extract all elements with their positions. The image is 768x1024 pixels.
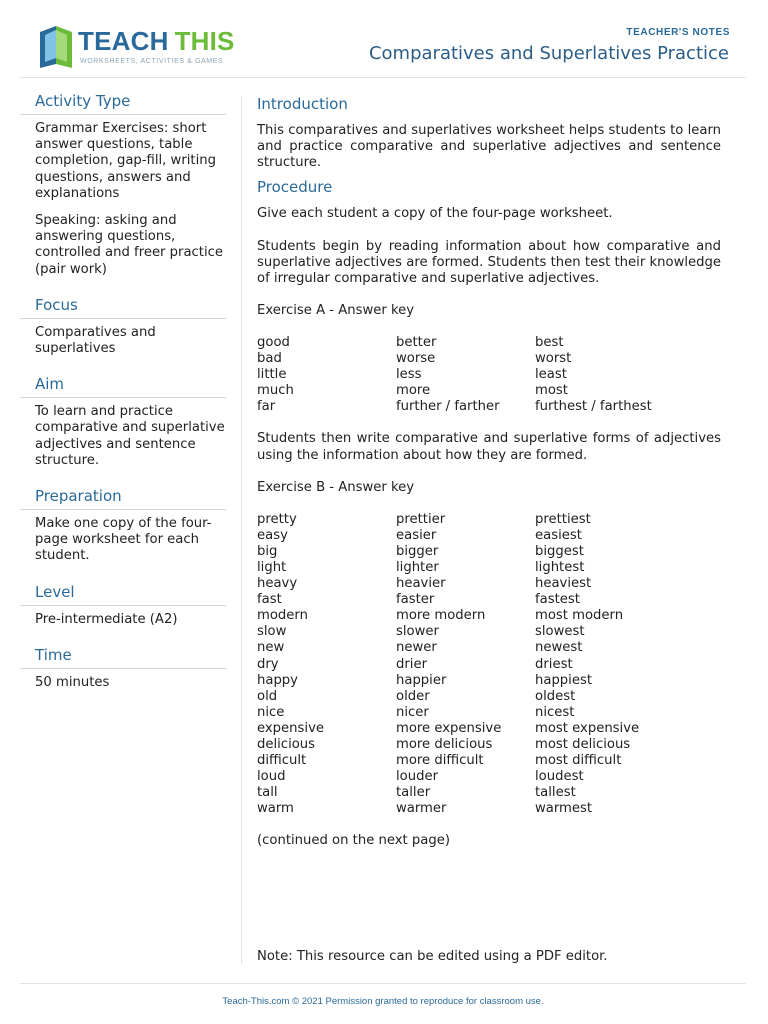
superlative-cell: driest	[535, 656, 573, 672]
answer-row	[257, 367, 721, 383]
superlative-cell: best	[535, 334, 564, 350]
superlative-cell: newest	[535, 640, 583, 656]
answer-row	[257, 544, 721, 560]
answer-row	[257, 560, 721, 576]
adjective-cell: tall	[257, 785, 278, 801]
preparation-heading: Preparation	[20, 487, 226, 510]
comparative-cell: more difficult	[396, 753, 484, 769]
exercise-a-label: Exercise A - Answer key	[257, 302, 415, 318]
procedure-step-1: Give each student a copy of the four-page worksheet.	[257, 206, 613, 222]
answer-row	[257, 383, 721, 399]
adjective-cell: light	[257, 559, 287, 575]
superlative-cell: most expensive	[535, 720, 640, 736]
logo-word-this: THIS	[174, 26, 235, 56]
answer-row	[257, 512, 721, 528]
adjective-cell: delicious	[257, 737, 316, 752]
superlative-cell: most difficult	[535, 753, 622, 769]
adjective-cell: fast	[257, 592, 282, 608]
page-footer	[20, 983, 746, 1007]
comparative-cell: warmer	[396, 801, 447, 817]
comparative-cell: more expensive	[396, 720, 502, 736]
answer-row	[257, 721, 721, 737]
column-divider	[241, 96, 242, 964]
superlative-cell: fastest	[535, 592, 580, 608]
aim-section	[20, 375, 226, 469]
logo-wordmark	[78, 26, 235, 57]
comparative-cell: worse	[396, 351, 436, 367]
teachers-notes-label: TEACHER'S NOTES	[626, 27, 730, 38]
answer-row	[257, 737, 721, 753]
answer-row	[257, 399, 721, 415]
adjective-cell: good	[257, 334, 290, 350]
comparative-cell: happier	[396, 672, 447, 688]
superlative-cell: most	[535, 383, 568, 399]
exercise-b-answer-table	[257, 512, 721, 818]
superlative-cell: easiest	[535, 527, 582, 543]
superlative-cell: warmest	[535, 801, 593, 817]
comparative-cell: bigger	[396, 543, 439, 559]
focus-section	[20, 296, 226, 357]
answer-row	[257, 624, 721, 640]
answer-row	[257, 705, 721, 721]
adjective-cell: dry	[257, 656, 279, 672]
adjective-cell: big	[257, 543, 278, 559]
answer-row	[257, 753, 721, 769]
comparative-cell: more	[396, 383, 431, 399]
preparation-section	[20, 487, 226, 565]
adjective-cell: expensive	[257, 720, 324, 736]
logo-word-teach: TEACH	[78, 26, 169, 56]
comparative-cell: further / farther	[396, 399, 500, 415]
adjective-cell: far	[257, 399, 276, 415]
adjective-cell: slow	[257, 624, 287, 640]
adjective-cell: happy	[257, 672, 298, 688]
level-section	[20, 583, 226, 628]
comparative-cell: better	[396, 334, 437, 350]
time-text: 50 minutes	[35, 674, 110, 690]
comparative-cell: slower	[396, 624, 439, 640]
procedure-step-2: Students begin by reading information about how comparative and superlative adjectives are formed. Students then test their knowledge of irregular comparative and superlative adjectives.	[257, 238, 721, 286]
superlative-cell: most modern	[535, 608, 624, 624]
teach-this-logo	[36, 22, 236, 74]
exercise-b-label: Exercise B - Answer key	[257, 479, 415, 495]
page-title: Comparatives and Superlatives Practice	[368, 43, 729, 64]
focus-heading: Focus	[20, 296, 226, 319]
adjective-cell: heavy	[257, 576, 298, 592]
superlative-cell: most delicious	[535, 737, 631, 752]
introduction-heading: Introduction	[257, 95, 348, 113]
focus-text: Comparatives and superlatives	[35, 324, 156, 357]
adjective-cell: old	[257, 688, 278, 704]
adjective-cell: warm	[257, 801, 294, 817]
superlative-cell: slowest	[535, 624, 585, 640]
answer-row	[257, 640, 721, 656]
pdf-editor-note: Note: This resource can be edited using a PDF editor.	[257, 949, 608, 964]
comparative-cell: more modern	[396, 608, 486, 624]
comparative-cell: drier	[396, 656, 427, 672]
activity-type-body	[20, 115, 226, 278]
page-header	[20, 18, 746, 78]
superlative-cell: oldest	[535, 688, 576, 704]
aim-heading: Aim	[20, 375, 226, 398]
comparative-cell: more delicious	[396, 737, 493, 752]
answer-row	[257, 608, 721, 624]
superlative-cell: heaviest	[535, 576, 592, 592]
answer-row	[257, 528, 721, 544]
level-text: Pre-intermediate (A2)	[35, 611, 178, 627]
continued-note: (continued on the next page)	[257, 833, 450, 849]
main-content	[257, 96, 721, 850]
superlative-cell: tallest	[535, 785, 576, 801]
adjective-cell: modern	[257, 608, 308, 624]
superlative-cell: furthest / farthest	[535, 399, 652, 415]
aim-text: To learn and practice comparative and superlative adjectives and sentence structure.	[35, 404, 225, 468]
activity-type-speaking: Speaking: asking and answering questions, controlled and freer practice (pair work)	[35, 213, 223, 277]
comparative-cell: louder	[396, 769, 438, 785]
activity-type-heading: Activity Type	[20, 92, 226, 115]
adjective-cell: new	[257, 640, 285, 656]
procedure-heading: Procedure	[257, 178, 333, 197]
superlative-cell: least	[535, 367, 567, 383]
level-heading: Level	[20, 583, 226, 606]
exercise-a-answer-table	[257, 335, 721, 415]
comparative-cell: less	[396, 367, 422, 383]
comparative-cell: older	[396, 688, 430, 704]
superlative-cell: nicest	[535, 704, 575, 720]
adjective-cell: loud	[257, 769, 286, 785]
comparative-cell: faster	[396, 592, 435, 608]
answer-row	[257, 576, 721, 592]
comparative-cell: nicer	[396, 704, 429, 720]
comparative-cell: taller	[396, 785, 431, 801]
answer-row	[257, 689, 721, 705]
answer-row	[257, 769, 721, 785]
adjective-cell: easy	[257, 527, 288, 543]
superlative-cell: biggest	[535, 543, 584, 559]
comparative-cell: heavier	[396, 576, 446, 592]
comparative-cell: prettier	[396, 511, 446, 527]
activity-type-section	[20, 92, 226, 278]
comparative-cell: newer	[396, 640, 437, 656]
answer-row	[257, 351, 721, 367]
comparative-cell: easier	[396, 527, 437, 543]
superlative-cell: loudest	[535, 769, 584, 785]
answer-row	[257, 801, 721, 817]
preparation-text: Make one copy of the four-page worksheet for each student.	[35, 516, 212, 564]
adjective-cell: little	[257, 367, 287, 383]
adjective-cell: bad	[257, 351, 282, 367]
answer-row	[257, 785, 721, 801]
adjective-cell: pretty	[257, 511, 297, 527]
answer-row	[257, 592, 721, 608]
book-logo-icon	[36, 24, 76, 68]
adjective-cell: much	[257, 383, 294, 399]
adjective-cell: difficult	[257, 753, 307, 769]
activity-type-grammar: Grammar Exercises: short answer questions, table completion, gap-fill, writing questions, answers and explanations	[35, 121, 216, 201]
procedure-step-3: Students then write comparative and superlative forms of adjectives using the information about how they are formed.	[257, 431, 721, 463]
logo-tagline: WORKSHEETS, ACTIVITIES & GAMES	[80, 58, 224, 65]
answer-row	[257, 673, 721, 689]
sidebar	[20, 92, 226, 709]
answer-row	[257, 657, 721, 673]
superlative-cell: worst	[535, 351, 572, 367]
adjective-cell: nice	[257, 704, 285, 720]
superlative-cell: happiest	[535, 672, 592, 688]
copyright-text: Teach-This.com © 2021 Permission granted to reproduce for classroom use.	[222, 996, 544, 1007]
time-section	[20, 646, 226, 691]
introduction-text: This comparatives and superlatives worksheet helps students to learn and practice comparative and superlative adjectives and sentence structure.	[257, 123, 721, 171]
superlative-cell: lightest	[535, 559, 585, 575]
time-heading: Time	[20, 646, 226, 669]
comparative-cell: lighter	[396, 559, 439, 575]
superlative-cell: prettiest	[535, 511, 591, 527]
answer-row	[257, 335, 721, 351]
